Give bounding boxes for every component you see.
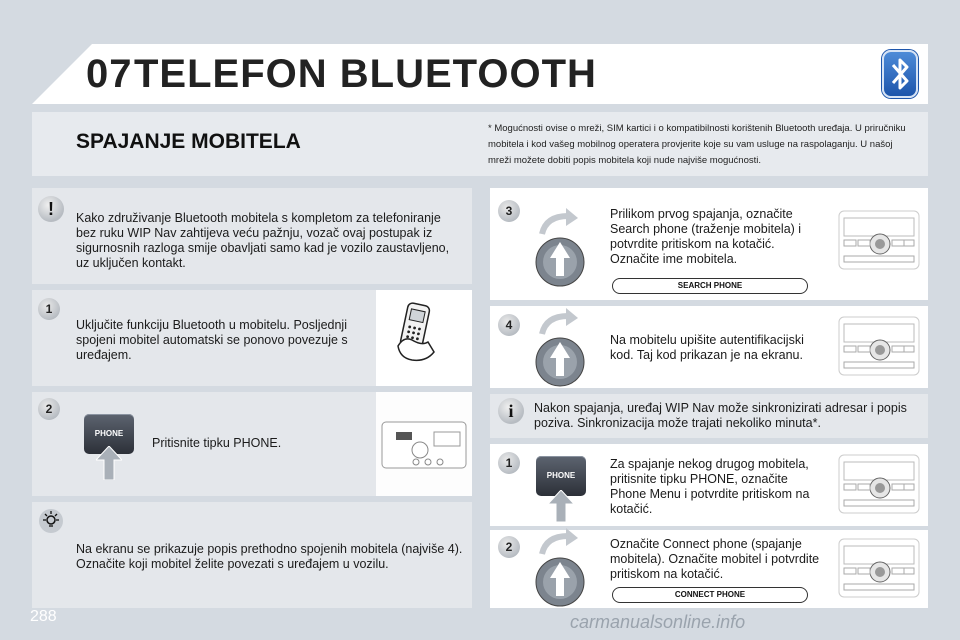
footnote: * Mogućnosti ovise o mreži, SIM kartici i o kompatibilnosti korištenih Bluetooth uređaja. U priručniku mobitela i kod vašeg mobilnog operatera provjerite koje su vam usluge na raspolaganju. U našoj mreži možete dobiti popis mobitela koji nude najviše mogućnosti.: [488, 123, 906, 166]
step-badge: 3: [498, 200, 520, 222]
bluetooth-icon: [882, 50, 918, 98]
phone-button[interactable]: PHONE: [84, 414, 134, 454]
step-badge: 2: [498, 536, 520, 558]
step-badge: 4: [498, 314, 520, 336]
header-corner: [32, 44, 92, 104]
step-badge: 2: [38, 398, 60, 420]
watermark: carmanualsonline.info: [570, 612, 746, 632]
search-phone-pill: SEARCH PHONE: [612, 278, 808, 294]
section-title: SPAJANJE MOBITELA: [76, 130, 301, 153]
rotary-knob-icon: [530, 306, 586, 390]
radio-unit-icon: [838, 316, 920, 376]
step-badge: 1: [498, 452, 520, 474]
connect-text: Označite Connect phone (spajanje mobitela). Označite mobitel i potvrdite pritiskom na kotačić.: [610, 537, 820, 581]
phone-button[interactable]: PHONE: [536, 456, 586, 496]
rotary-knob-icon: [530, 206, 586, 290]
warning-text: Kako združivanje Bluetooth mobitela s kompletom za telefoniranje bez ruku WIP Nav zahtijeva veću pažnju, vozač ovaj postupak iz sigurnosnih razloga smije obavljati samo kad je vozilo zaustavljeno, uz uključen kontakt.: [76, 211, 450, 270]
connect-phone-pill: CONNECT PHONE: [612, 587, 808, 603]
radio-unit-icon: [838, 454, 920, 514]
info-text: Nakon spajanja, uređaj WIP Nav može sinkronizirati adresar i popis poziva. Sinkronizacija može trajati nekoliko minuta*.: [534, 401, 907, 430]
step2-text: Pritisnite tipku PHONE.: [152, 436, 282, 450]
step1-text: Uključite funkciju Bluetooth u mobitelu. Posljednji spojeni mobitel automatski se ponovo povezuje s uređajem.: [76, 318, 348, 362]
warning-badge: !: [38, 196, 64, 222]
rotary-knob-icon: [530, 526, 586, 610]
tip-text: Na ekranu se prikazuje popis prethodno spojenih mobitela (najviše 4). Označite koji mobitel želite povezati s uređajem u vozilu.: [76, 542, 463, 571]
other-phone-text: Za spajanje nekog drugog mobitela, pritisnite tipku PHONE, označite Phone Menu i potvrdite pritiskom na kotačić.: [610, 457, 810, 516]
page-title: TELEFON BLUETOOTH: [134, 52, 597, 96]
press-arrow-icon: [96, 446, 122, 480]
page-number: 288: [30, 608, 57, 625]
radio-unit-icon: [838, 538, 920, 598]
radio-unit-icon: [838, 210, 920, 270]
phone-hand-image: [376, 290, 472, 386]
chapter-number: 07: [86, 52, 133, 96]
step4-text: Na mobitelu upišite autentifikacijski kod. Taj kod prikazan je na ekranu.: [610, 333, 804, 362]
lightbulb-icon: [38, 508, 64, 534]
press-arrow-icon: [548, 490, 574, 522]
step-badge: 1: [38, 298, 60, 320]
info-badge: i: [498, 398, 524, 424]
mobile-phone-icon: [376, 290, 472, 386]
step3-text: Prilikom prvog spajanja, označite Search phone (traženje mobitela) i potvrdite pritiskom na kotačić. Označite ime mobitela.: [610, 207, 802, 266]
radio-panel-image: [376, 392, 472, 496]
